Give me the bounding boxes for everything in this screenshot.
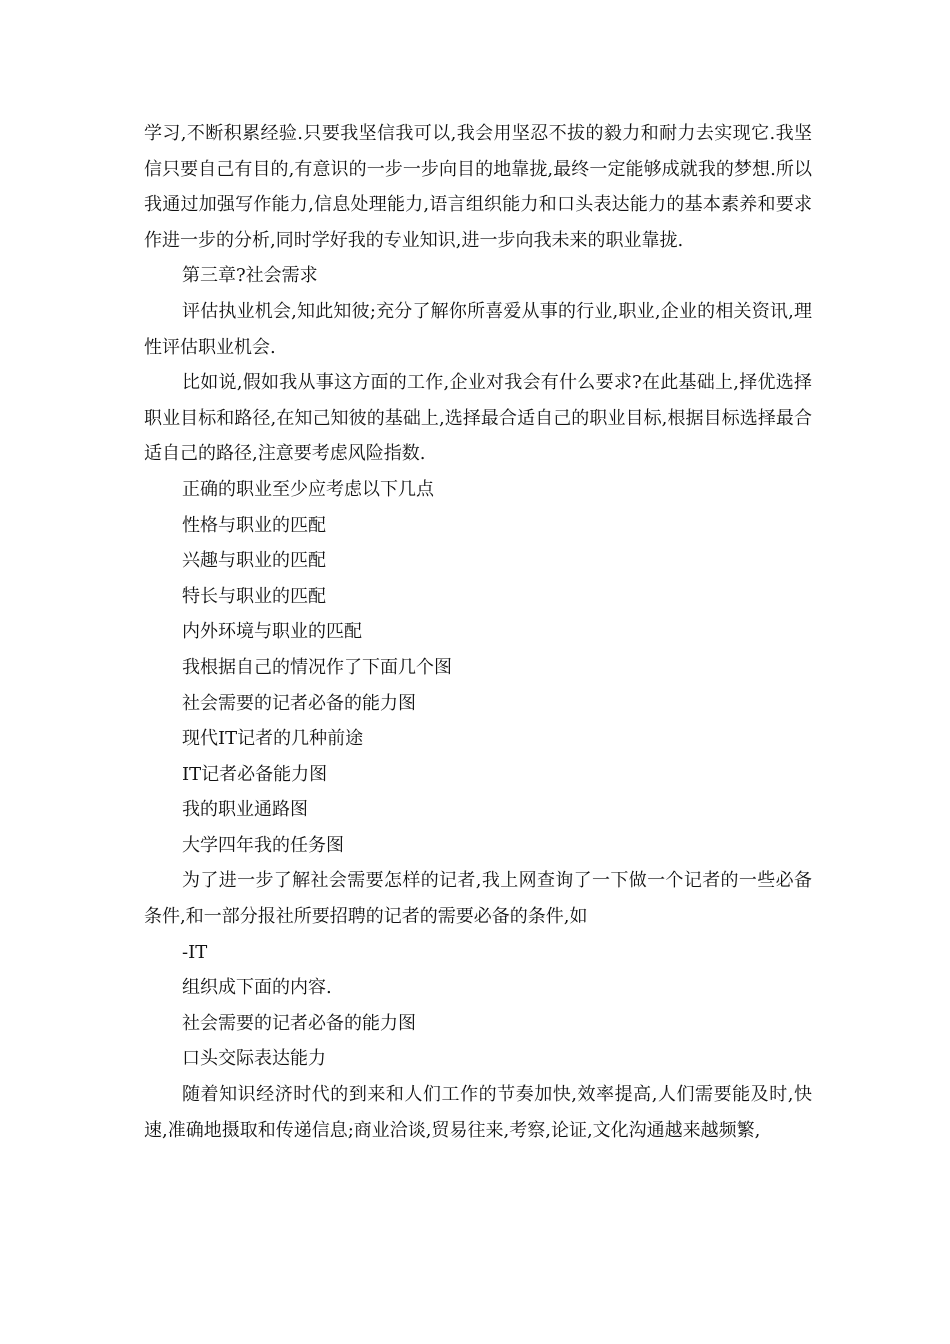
chapter-heading: 第三章?社会需求	[182, 265, 318, 287]
paragraph: 为了进一步了解社会需要怎样的记者,我上网查询了一下做一个记者的一些必备条件,和一部分报社所要招聘的记者的需要必备的条件,如	[144, 870, 812, 928]
figure-title: IT记者必备能力图	[182, 763, 328, 785]
list-intro: 正确的职业至少应考虑以下几点	[182, 478, 434, 500]
figure-title: 社会需要的记者必备的能力图	[182, 692, 416, 714]
paragraph: 随着知识经济时代的到来和人们工作的节奏加快,效率提高,人们需要能及时,快速,准确地摄取和传递信息;商业洽谈,贸易往来,考察,论证,文化沟通越来越频繁,	[144, 1084, 812, 1141]
section-heading: 口头交际表达能力	[182, 1048, 326, 1070]
section-heading: 社会需要的记者必备的能力图	[182, 1012, 416, 1034]
paragraph: 组织成下面的内容.	[182, 977, 332, 999]
paragraph: 我根据自己的情况作了下面几个图	[182, 656, 452, 678]
list-item: 特长与职业的匹配	[182, 585, 326, 607]
list-item: 性格与职业的匹配	[182, 514, 326, 536]
paragraph: 学习,不断积累经验.只要我坚信我可以,我会用坚忍不拔的毅力和耐力去实现它.我坚信只要自己有目的,有意识的一步一步向目的地靠拢,最终一定能够成就我的梦想.所以我通过加强写作能力,信息处理能力,语言组织能力和口头表达能力的基本素养和要求作进一步的分析,同时学好我的专业知识,进一步向我未来的职业靠拢.	[144, 123, 812, 251]
list-item: 内外环境与职业的匹配	[182, 621, 362, 643]
figure-title: 大学四年我的任务图	[182, 834, 344, 856]
figure-title: 我的职业通路图	[182, 799, 308, 821]
figure-title: 现代IT记者的几种前途	[182, 728, 364, 750]
paragraph: 比如说,假如我从事这方面的工作,企业对我会有什么要求?在此基础上,择优选择职业目标和路径,在知己知彼的基础上,选择最合适自己的职业目标,根据目标选择最合适自己的路径,注意要考虑风险指数.	[144, 372, 812, 465]
paragraph: -IT	[182, 941, 208, 963]
list-item: 兴趣与职业的匹配	[182, 550, 326, 572]
paragraph: 评估执业机会,知此知彼;充分了解你所喜爱从事的行业,职业,企业的相关资讯,理性评估职业机会.	[144, 300, 812, 358]
document-body	[144, 116, 812, 1148]
